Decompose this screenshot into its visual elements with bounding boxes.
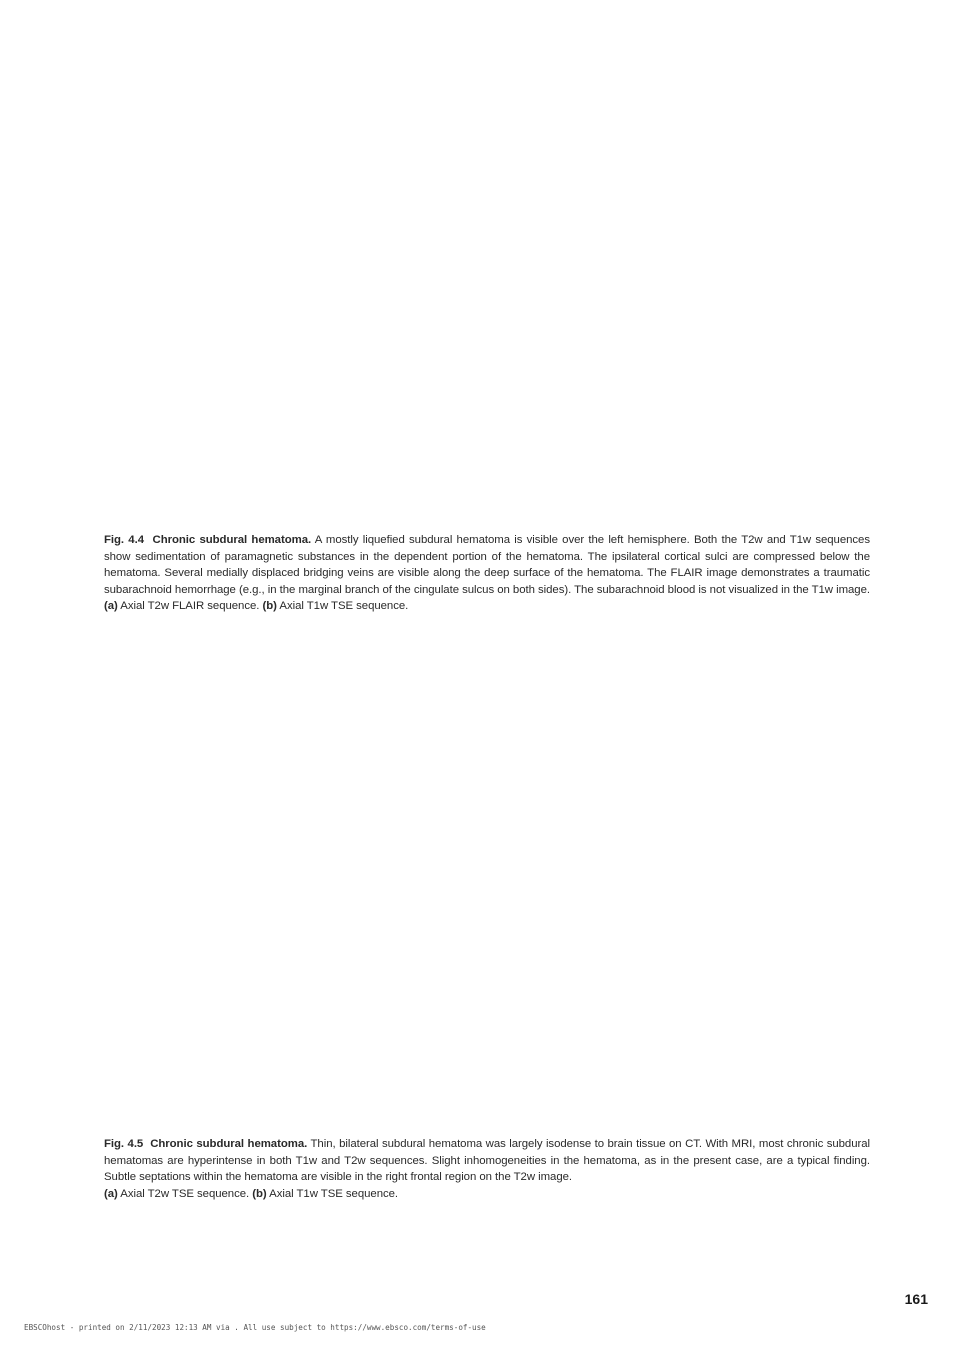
panel-text-b: Axial T1w TSE sequence. <box>269 1187 399 1200</box>
figure-caption-4-4 <box>104 532 870 615</box>
figure-label: Fig. 4.4 <box>104 534 144 546</box>
figure-body-text: Thin, bilateral subdural hematoma was largely isodense to brain tissue on CT. With MRI, most chronic subdural hematomas are hyperintense in both T1w and T2w sequences. Slight inhomogeneities in the hematoma, as in the present case, are a typical finding. Subtle septations within the hematoma are visible in the right frontal region on the T2w image. <box>104 1138 870 1184</box>
panel-label-b: (b) <box>252 1187 267 1200</box>
figure-caption-4-5 <box>104 1136 870 1202</box>
panel-text-b: Axial T1w TSE sequence. <box>279 600 409 613</box>
figure-body-text: A mostly liquefied subdural hematoma is visible over the left hemisphere. Both the T2w and T1w sequences show sedimentation of paramagnetic substances in the dependent portion of the hematoma. The ipsilateral cortical sulci are compressed below the hematoma. Several medially displaced bridging veins are visible along the deep surface of the hematoma. The FLAIR image demonstrates a traumatic subarachnoid hemorrhage (e.g., in the marginal branch of the cingulate sulcus on both sides). The subarachnoid blood is not visualized in the T1w image. <box>104 534 870 596</box>
figure-title: Chronic subdural hematoma. <box>152 534 312 546</box>
panel-label-b: (b) <box>262 600 277 613</box>
figure-label: Fig. 4.5 <box>104 1138 144 1150</box>
panel-text-a: Axial T2w FLAIR sequence. <box>120 600 260 613</box>
panel-label-a: (a) <box>104 600 118 613</box>
figure-title: Chronic subdural hematoma. <box>150 1138 308 1150</box>
panel-text-a: Axial T2w TSE sequence. <box>120 1187 250 1200</box>
panel-label-a: (a) <box>104 1187 118 1200</box>
footer-note: EBSCOhost - printed on 2/11/2023 12:13 AM via . All use subject to https://www.ebsco.com/terms-of-use <box>24 1323 486 1332</box>
page-number: 161 <box>904 1291 928 1307</box>
